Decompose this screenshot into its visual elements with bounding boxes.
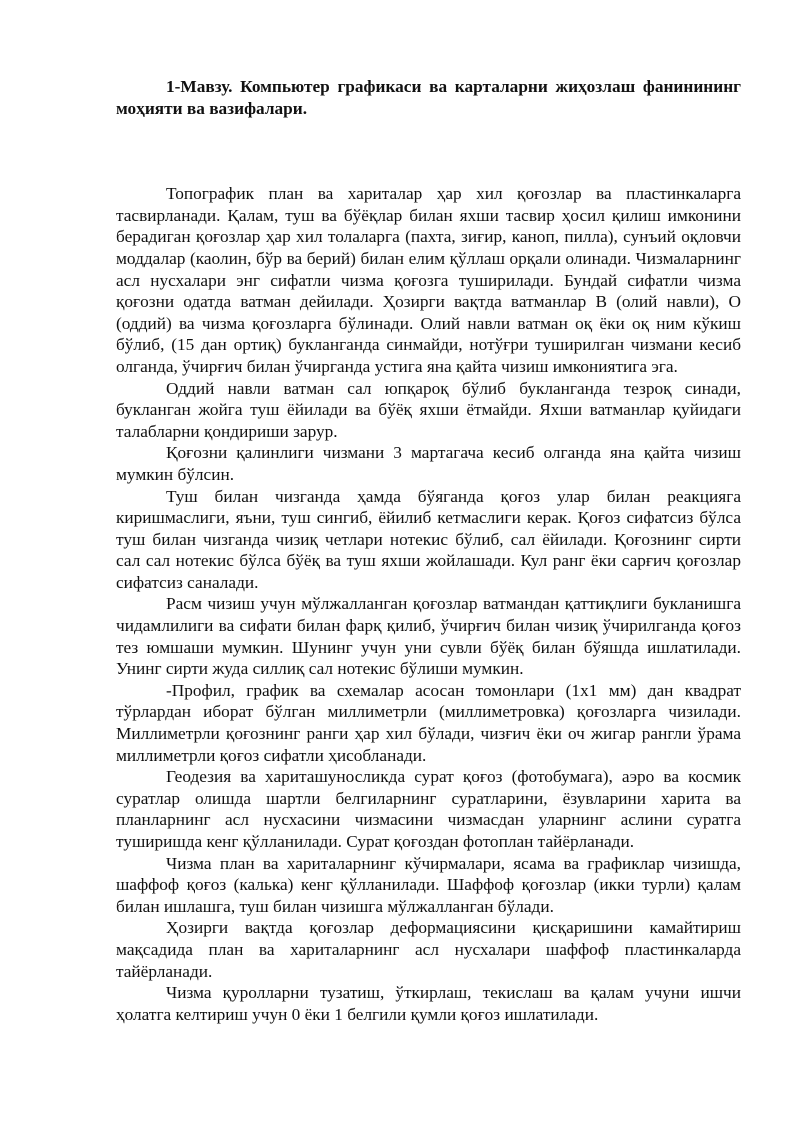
paragraph: Чизма қуролларни тузатиш, ўткирлаш, текислаш ва қалам учуни ишчи ҳолатга келтириш учун 0 ёки 1 белгили қумли қоғоз ишлатилади. — [116, 983, 741, 1024]
paragraph: Геодезия ва хариташуносликда сурат қоғоз (фотобумага), аэро ва космик суратлар олишда шартли белгиларнинг суратларини, ёзувларини харита ва планларнинг асл нусхасини чизмасини чизмасдан уларнинг аслини суратга туширишда кенг қўлланилади. Сурат қоғоздан фотоплан тайёрланади. — [116, 767, 741, 851]
paragraph: Ҳозирги вақтда қоғозлар деформациясини қисқаришини камайтириш мақсадида план ва хариталарнинг асл нусхалари шаффоф пластинкаларда тайёрланади. — [116, 918, 741, 981]
title-spacer — [116, 119, 741, 183]
paragraph: Расм чизиш учун мўлжалланган қоғозлар ватмандан қаттиқлиги букланишга чидамлилиги ва сифати билан фарқ қилиб, ўчирғич билан чизиқ ўчирилганда қоғоз тез юмшаши мумкин. Шунинг учун уни сувли бўёқ билан бўяшда ишлатилади. Унинг сирти жуда силлиқ сал нотекис бўлиши мумкин. — [116, 594, 741, 679]
document-body — [116, 76, 741, 1025]
paragraph: Чизма план ва хариталарнинг кўчирмалари, ясама ва графиклар чизишда, шаффоф қоғоз (калька) кенг қўлланилади. Шаффоф қоғозлар (икки турли) қалам билан ишлашга, туш билан чизишга мўлжалланган бўлади. — [116, 853, 741, 916]
paragraph: Қоғозни қалинлиги чизмани 3 мартагача кесиб олганда яна қайта чизиш мумкин бўлсин. — [116, 443, 741, 484]
paragraph: -Профил, график ва схемалар асосан томонлари (1х1 мм) дан квадрат тўрлардан иборат бўлган миллиметрли (миллиметровка) қоғозларга чизилади. Миллиметрли қоғознинг ранги ҳар хил бўлади, чизғич ёки оч жигар рангли ўрама миллиметрли қоғоз сифатли ҳисобланади. — [116, 680, 741, 765]
paragraph: Оддий навли ватман сал юпқароқ бўлиб букланганда тезроқ синади, букланган жойга туш ёйилади ва бўёқ яхши ётмайди. Яхши ватманлар қуйидаги талабларни қондириши зарур. — [116, 378, 741, 441]
document-title: 1-Мавзу. Компьютер графикаси ва карталарни жиҳозлаш фанинининг моҳияти ва вазифалари. — [116, 77, 741, 118]
paragraph: Топографик план ва хариталар ҳар хил қоғозлар ва пластинкаларга тасвирланади. Қалам, туш ва бўёқлар билан яхши тасвир ҳосил қилиш имконини берадиган қоғозлар ҳар хил толаларга (пахта, зиғир, каноп, пилла), сунъий оқловчи моддалар (каолин, бўр ва берий) билан елим қўллаш орқали олинади. Чизмаларнинг асл нусхалари энг сифатли чизма қоғозга туширилади. Бундай сифатли чизма қоғозни одатда ватман дейилади. Ҳозирги вақтда ватманлар В (олий навли), О (оддий) ва чизма қоғозларга бўлинади. Олий навли ватман оқ ёки оқ ним кўкиш бўлиб, (15 дан ортиқ) букланганда синмайди, нотўғри туширилган чизмани кесиб олганда, ўчирғич билан ўчирганда устига яна қайта чизиш имкониятига эга. — [116, 184, 741, 376]
paragraph: Туш билан чизганда ҳамда бўяганда қоғоз улар билан реакцияга киришмаслиги, яъни, туш сингиб, ёйилиб кетмаслиги керак. Қоғоз сифатсиз бўлса туш билан чизганда чизиқ четлари нотекис бўлиб, сал ёйилади. Қоғознинг сирти сал сал нотекис бўлса бўёқ ва туш яхши жойлашади. Кул ранг ёки сарғич қоғозлар сифатсиз саналади. — [116, 486, 741, 592]
